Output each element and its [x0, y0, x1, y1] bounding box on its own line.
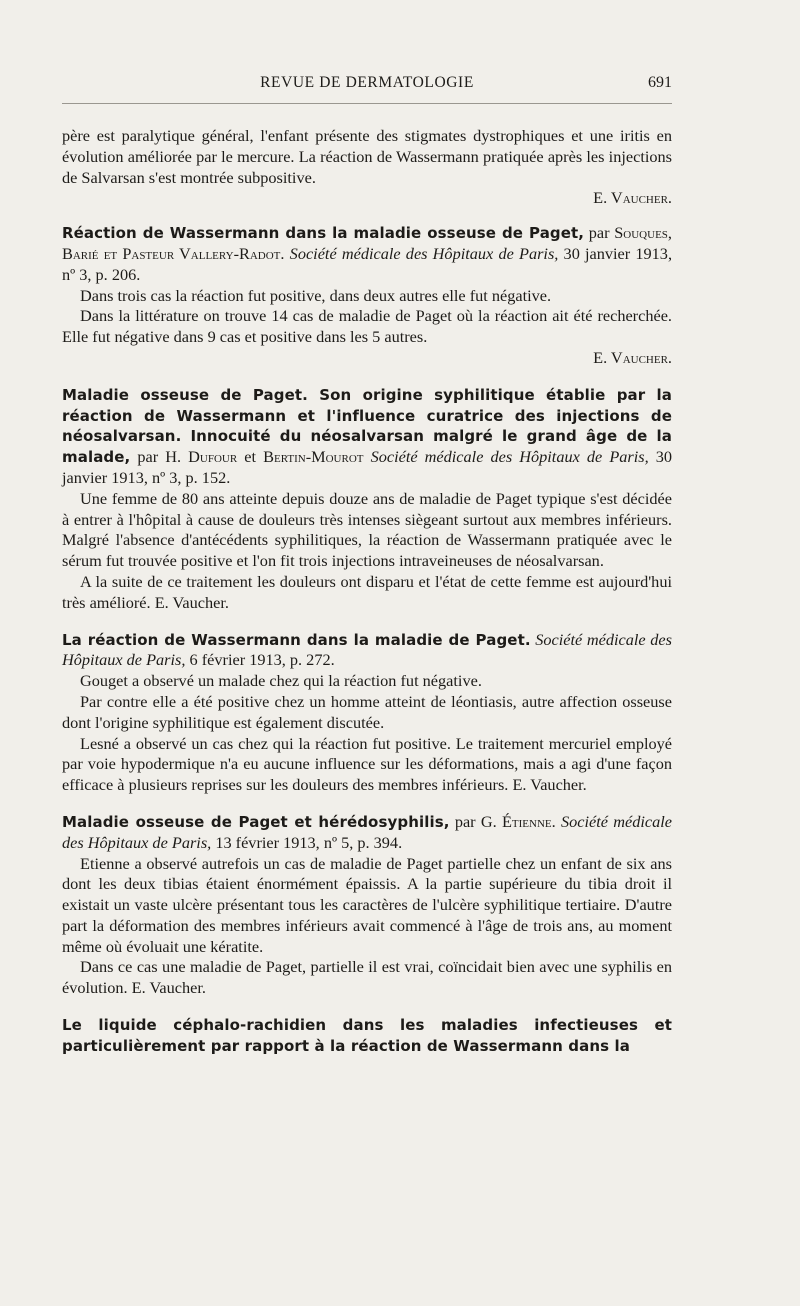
journal-title: REVUE DE DERMATOLOGIE [260, 74, 474, 91]
header-rule [62, 103, 672, 104]
author-name: Étienne. [501, 811, 556, 831]
paragraph-text: Lesné a observé un cas chez qui la réaction fut positive. Le traitement mercuriel employé par voie hypodermique n'a eu aucune influence sur les déformations, mais a agi d'une façon efficace à plusieurs reprises sur les douleurs des membres inférieurs. [62, 733, 672, 795]
abstract-title: Le liquide céphalo-rachidien dans les maladies infectieuses et particulièrement par rapport à la réaction de Wassermann dans la [62, 1016, 672, 1055]
abstract-title: La réaction de Wassermann dans la maladie de Paget. [62, 630, 531, 649]
by-word: par H. [137, 447, 182, 467]
paragraph [62, 572, 672, 614]
article-body [62, 126, 672, 1057]
abstract-title: Maladie osseuse de Paget. Son origine syphilitique établie par la réaction de Wassermann et l'influence curatrice des injections de néosalvarsan. Innocuité du néosalvarsan malgré le grand âge de la malade, [62, 385, 672, 467]
abstract-reference: 6 février 1913, p. 272. [189, 650, 335, 670]
paragraph-text: A la suite de ce traitement les douleurs ont disparu et l'état de cette femme est aujourd'hui très amélioré. [62, 571, 672, 612]
abstract-reference: 30 janvier 1913, nº 3, p. 206. [62, 243, 673, 284]
paragraph [62, 957, 672, 999]
abstract-reference: 13 février 1913, nº 5, p. 394. [215, 832, 403, 852]
and-word: et [244, 447, 257, 467]
by-word: par [588, 223, 610, 243]
author-name: Bertin-Mourot [263, 447, 364, 467]
paragraph: Une femme de 80 ans atteinte depuis douze ans de maladie de Paget typique s'est décidée à entrer à l'hôpital à cause de douleurs très intenses siègeant surtout aux membres inférieurs. Malgré l'absence d'antécédents syphilitiques, la réaction de Wassermann pratiquée avec le sérum fut trouvée positive et l'on fit trois injections intraveineuses de néosalvarsan. [62, 488, 672, 571]
abstract-authors: Souques, Barié et Pasteur Vallery-Radot. [62, 223, 672, 263]
abstract-reference: 30 janvier 1913, nº 3, p. 152. [62, 447, 673, 487]
paragraph: Par contre elle a été positive chez un homme atteint de léontiasis, autre affection osseuse dont l'origine syphilitique est également discutée. [62, 691, 672, 732]
author-signature: E. Vaucher. [593, 347, 672, 367]
author-signature: E. Vaucher. [154, 592, 229, 612]
by-word: par G. [454, 811, 497, 831]
author-name: Dufour [188, 447, 238, 467]
author-signature: E. Vaucher. [593, 188, 672, 208]
abstract-heading [62, 385, 672, 489]
paragraph-text: Dans ce cas une maladie de Paget, partielle il est vrai, coïncidait bien avec une syphilis en évolution. [62, 957, 672, 998]
paragraph: père est paralytique général, l'enfant présente des stigmates dystrophiques et une iritis en évolution améliorée par le mercure. La réaction de Wassermann pratiquée après les injections de Salvarsan s'est montrée subpositive. [62, 126, 672, 187]
paragraph: Dans trois cas la réaction fut positive, dans deux autres elle fut négative. [80, 285, 552, 305]
author-signature: E. Vaucher. [131, 978, 206, 998]
paragraph: Etienne a observé autrefois un cas de maladie de Paget partielle chez un enfant de six ans dont les deux tibias étaient énormément épaissis. A la partie supérieure du tibia droit il existait un vaste ulcère présentant tous les caractères de l'ulcère syphilitique tertiaire. D'autre part la déformation des membres inférieurs avait commencé à l'âge de trois ans, au moment même où évoluait une kératite. [62, 853, 672, 956]
abstract-heading [62, 223, 672, 285]
page-number: 691 [648, 74, 672, 91]
abstract-heading [62, 630, 672, 672]
running-header [62, 74, 672, 98]
abstract-source: Société médicale des Hôpitaux de Paris, [62, 629, 672, 670]
abstract-title: Maladie osseuse de Paget et hérédosyphilis, [62, 812, 450, 831]
abstract-source: Société médicale des Hôpitaux de Paris, [62, 811, 673, 852]
paragraph: Dans la littérature on trouve 14 cas de maladie de Paget où la réaction ait été recherchée. Elle fut négative dans 9 cas et positive dans les 5 autres. [62, 306, 672, 347]
paragraph: Gouget a observé un malade chez qui la réaction fut négative. [80, 671, 482, 691]
author-signature: E. Vaucher. [512, 775, 587, 795]
abstract-heading [62, 1015, 672, 1057]
abstract-source: Société médicale des Hôpitaux de Paris, [370, 447, 649, 467]
abstract-heading [62, 812, 672, 854]
abstract-source: Société médicale des Hôpitaux de Paris, [289, 243, 559, 263]
abstract-title: Réaction de Wassermann dans la maladie osseuse de Paget, [62, 224, 585, 243]
paragraph [62, 734, 672, 796]
